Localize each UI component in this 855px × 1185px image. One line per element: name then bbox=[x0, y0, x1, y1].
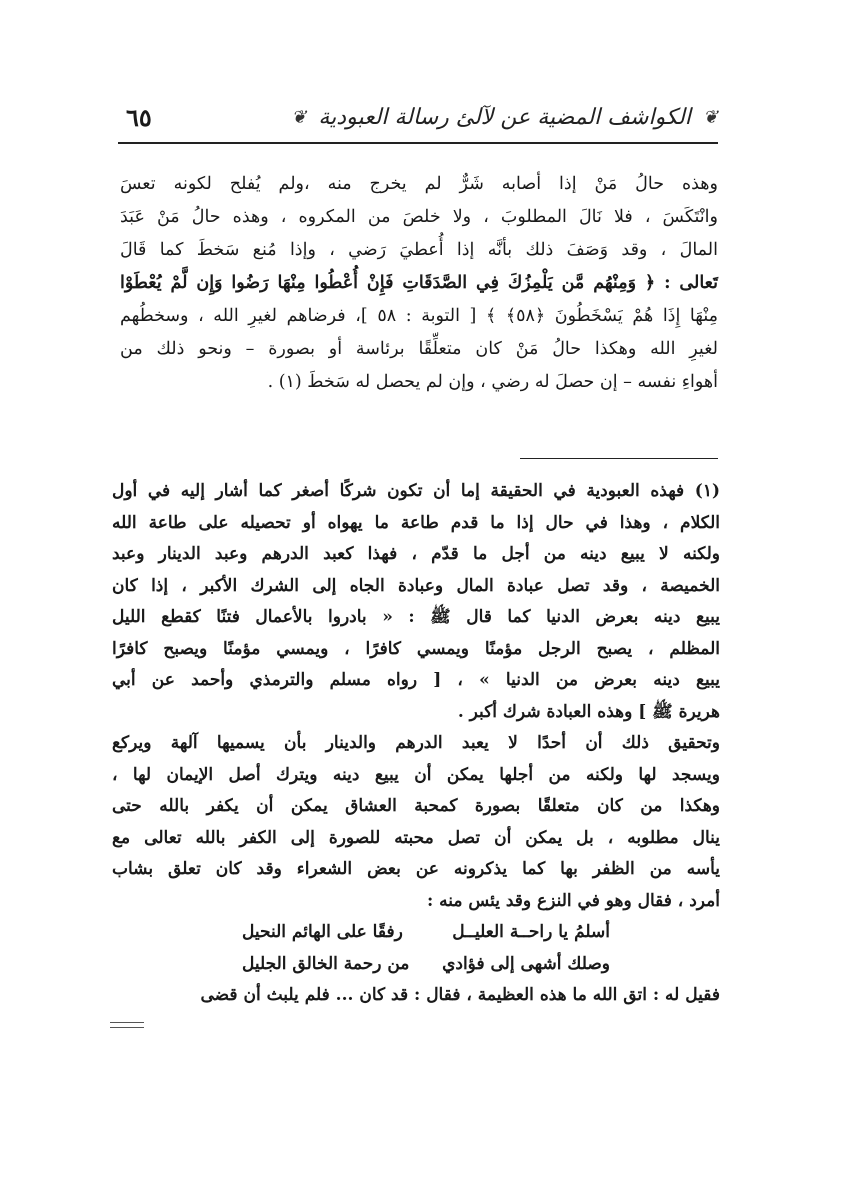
footnote-line: وتحقيق ذلك أن أحدًا لا يعبد الدرهم والدينار بأن يسميها آلهة ويركع bbox=[112, 733, 720, 753]
book-title: الكواشف المضية عن لآلئ رسالة العبودية bbox=[318, 104, 691, 130]
poem-first-hemistich: أسلمُ يا راحــة العليــل bbox=[452, 922, 610, 942]
page-number: ٦٥ bbox=[126, 102, 152, 132]
text-line: وانْتَكَسَ ، فلا نَالَ المطلوبَ ، ولا خلصَ من المكروه ، وهذه حالُ مَنْ عَبَدَ bbox=[120, 207, 718, 227]
text-line: مِنْهَا إِذَا هُمْ يَسْخَطُونَ ﴿٥٨﴾ ﴾ [ التوبة : ٥٨ ]، فرضاهم لغيرِ الله ، وسخطُهم bbox=[120, 306, 718, 326]
footnote-line: هريرة ﷺ ] وهذه العبادة شرك أكبر . bbox=[457, 701, 720, 722]
text-line: أهواءِ نفسه – إن حصلَ له رضي ، وإن لم يحصل له سَخطَ (١) . bbox=[267, 372, 718, 392]
footnotes bbox=[112, 476, 720, 1012]
footnote-line: المظلم ، يصبح الرجل مؤمنًا ويمسي كافرًا ، ويمسي مؤمنًا ويصبح كافرًا bbox=[112, 638, 720, 659]
running-title bbox=[291, 105, 718, 130]
ornament-icon: ❦ bbox=[291, 106, 307, 128]
footnote-line: ينال مطلوبه ، بل يمكن أن تصل محبته للصورة إلى الكفر بالله تعالى مع bbox=[112, 827, 720, 848]
main-text bbox=[120, 168, 718, 399]
poem-verse bbox=[112, 917, 720, 949]
footnote-line: وهكذا من كان متعلقًا بصورة كمحبة العشاق يمكن أن يكفر بالله حتى bbox=[112, 796, 720, 816]
ornament-icon: ❦ bbox=[702, 106, 718, 128]
footnote-line: (١) فهذه العبودية في الحقيقة إما أن تكون شركًا أصغر كما أشار إليه في أول bbox=[112, 481, 720, 501]
footnote-line: ويسجد لها ولكنه من أجلها يمكن أن يبيع دينه ويترك أصل الإيمان لها ، bbox=[112, 764, 720, 785]
poem-second-hemistich: من رحمة الخالق الجليل bbox=[242, 953, 410, 974]
footnote-line: يبيع دينه بعرض من الدنيا » ، [ رواه مسلم والترمذي وأحمد عن أبي bbox=[112, 670, 720, 690]
footnote-line: الكلام ، وهذا في حال إذا ما قدم طاعة ما يهواه أو تحصيله على طاعة الله bbox=[112, 512, 720, 533]
footnote-line: ولكنه لا يبيع دينه من أجل ما قدّم ، فهذا كعبد الدرهم وعبد الدينار وعبد bbox=[112, 544, 720, 564]
footnote-line: يبيع دينه بعرض الدنيا كما قال ﷺ : « بادروا بالأعمال فتنًا كقطع الليل bbox=[112, 607, 720, 627]
text-line: لغيرِ الله وهكذا حالُ مَنْ كان متعلِّقًا برئاسة أو بصورة – ونحو ذلك من bbox=[120, 339, 718, 359]
quran-verse-line: تَعالى : ﴿ وَمِنْهُم مَّن يَلْمِزُكَ فِي الصَّدَقَاتِ فَإِنْ أُعْطُوا مِنْهَا رَضُوا وَإِن لَّمْ يُعْطَوْا bbox=[120, 273, 718, 293]
continuation-mark bbox=[110, 1022, 144, 1028]
page-header bbox=[118, 92, 718, 144]
text-line: المالَ ، وقد وَصَفَ ذلك بأنَّه إذا أُعطيَ رَضي ، وإذا مُنع سَخطَ كما قَالَ bbox=[120, 240, 718, 260]
footnote-closing-line: فقيل له : اتق الله ما هذه العظيمة ، فقال : قد كان ... فلم يلبث أن قضى bbox=[200, 985, 720, 1005]
footnote-line: أمرد ، فقال وهو في النزع وقد يئس منه : bbox=[426, 890, 720, 911]
footnote-divider bbox=[520, 458, 718, 459]
text-line: وهذه حالُ مَنْ إذا أصابه شَرٌّ لم يخرج منه ،ولم يُفلح لكونه تعسَ bbox=[120, 174, 718, 194]
poem-verse bbox=[112, 949, 720, 981]
poem-first-hemistich: وصلك أشهى إلى فؤادي bbox=[442, 953, 610, 974]
footnote-line: يأسه من الظفر بها كما يذكرونه عن بعض الشعراء وقد كان تعلق بشاب bbox=[112, 859, 720, 879]
poem-second-hemistich: رفقًا على الهائم النحيل bbox=[242, 922, 403, 942]
footnote-line: الخميصة ، وقد تصل عبادة المال وعبادة الجاه إلى الشرك الأكبر ، إذا كان bbox=[112, 575, 720, 596]
